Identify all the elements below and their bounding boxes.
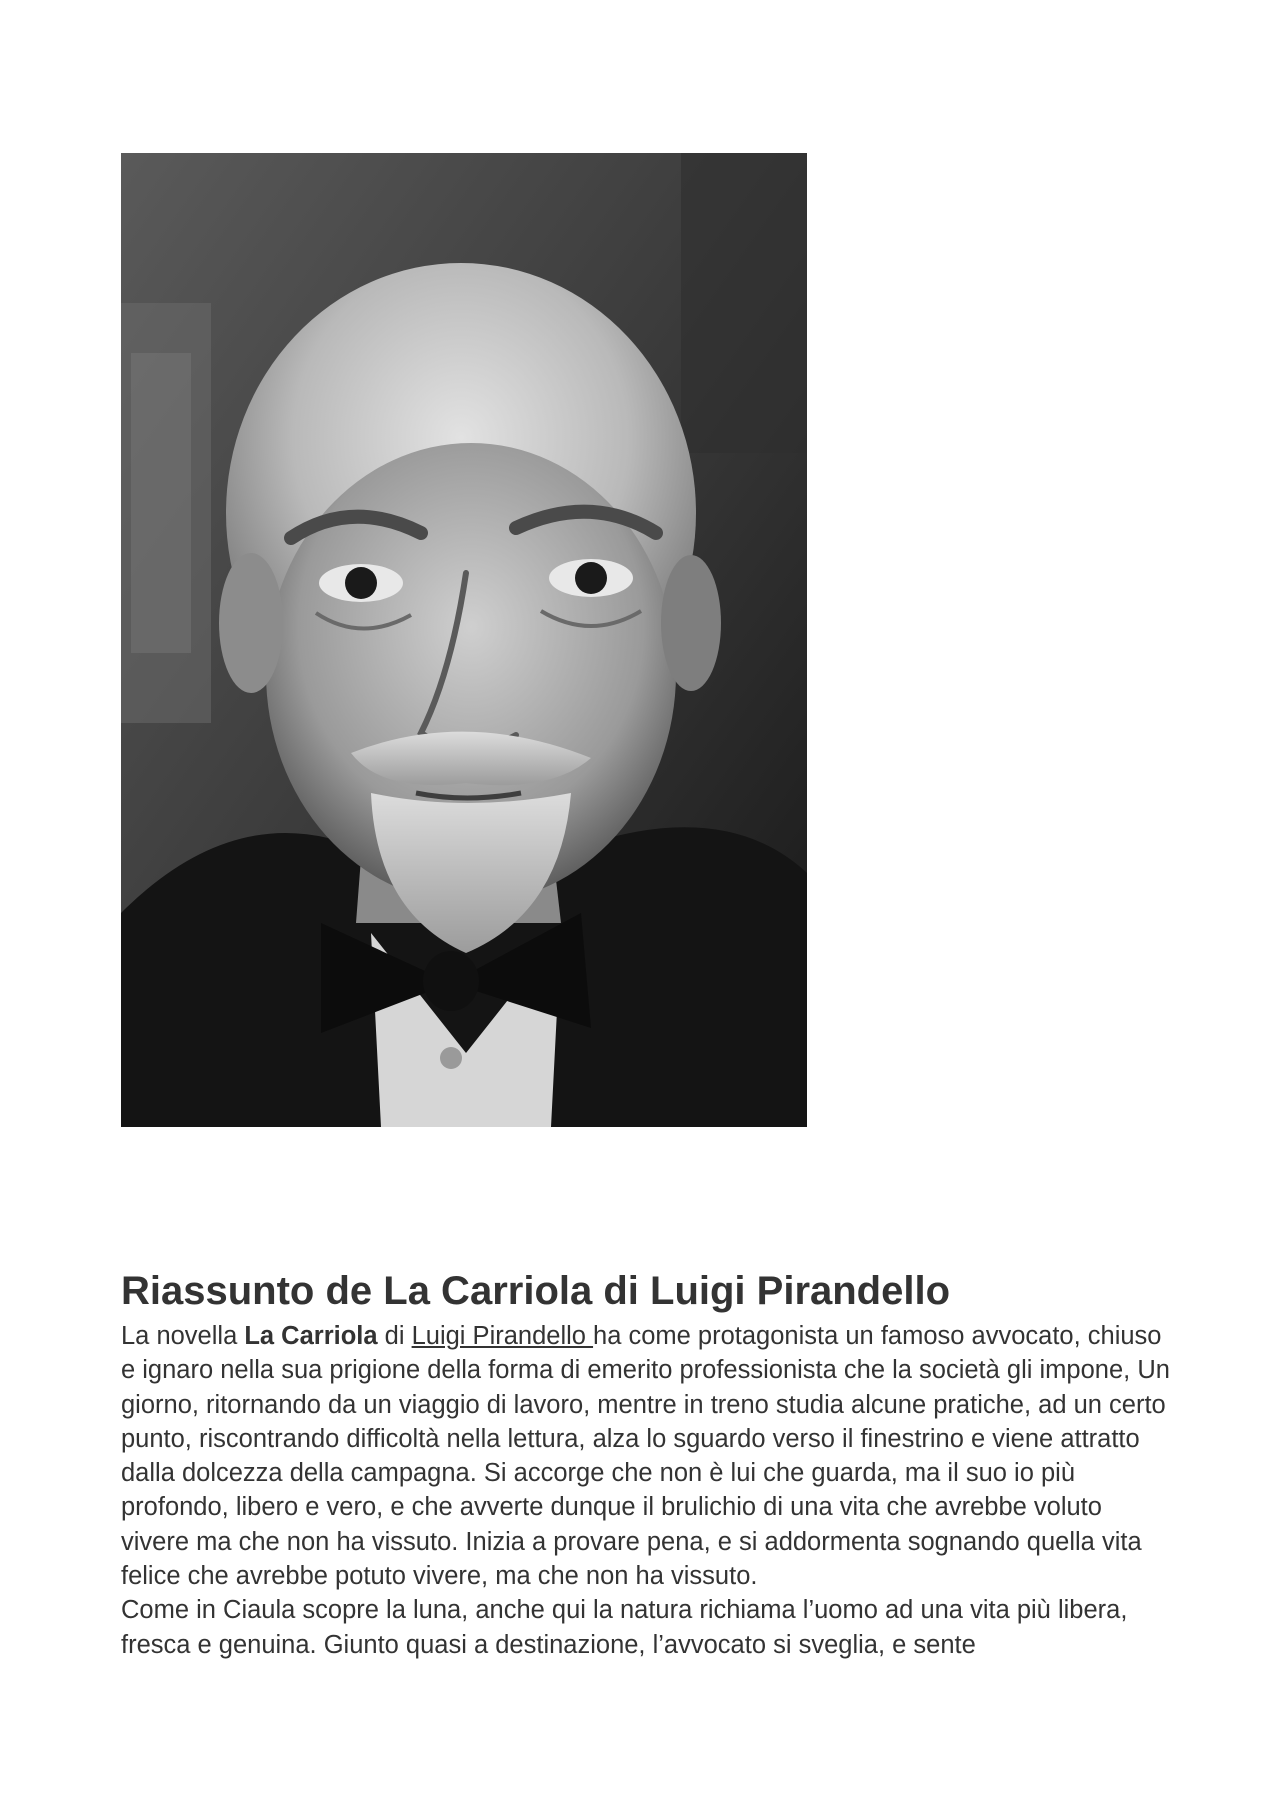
portrait-illustration [121,153,807,1127]
article-content [121,1263,1171,1662]
second-paragraph: Come in Ciaula scopre la luna, anche qui la natura richiama l’uomo ad una vita più libera, fresca e genuina. Giunto quasi a destinazione, l’avvocato si sveglia, e sente [121,1596,1128,1659]
intro-prefix: La novella [121,1322,245,1350]
work-title: La Carriola [244,1322,378,1350]
author-link[interactable]: Luigi Pirandello [411,1322,594,1350]
author-portrait-photo [121,153,807,1127]
intro-rest: ha come protagonista un famoso avvocato, chiuso e ignaro nella sua prigione della forma di emerito professionista che la società gli impone, Un giorno, ritornando da un viaggio di lavoro, mentre in treno studia alcune pratiche, ad un certo punto, riscontrando difficoltà nella lettura, alza lo sguardo verso il finestrino e viene attratto dalla dolcezza della campagna. Si accorge che non è lui che guarda, ma il suo io più profondo, libero e vero, e che avverte dunque il brulichio di una vita che avrebbe voluto vivere ma che non ha vissuto. Inizia a provare pena, e si addormenta sognando quella vita felice che avrebbe potuto vivere, ma che non ha vissuto. [121,1322,1170,1591]
summary-paragraph [121,1319,1171,1593]
intro-connector: di [377,1322,412,1350]
article-title: Riassunto de La Carriola di Luigi Pirandello [121,1269,951,1313]
